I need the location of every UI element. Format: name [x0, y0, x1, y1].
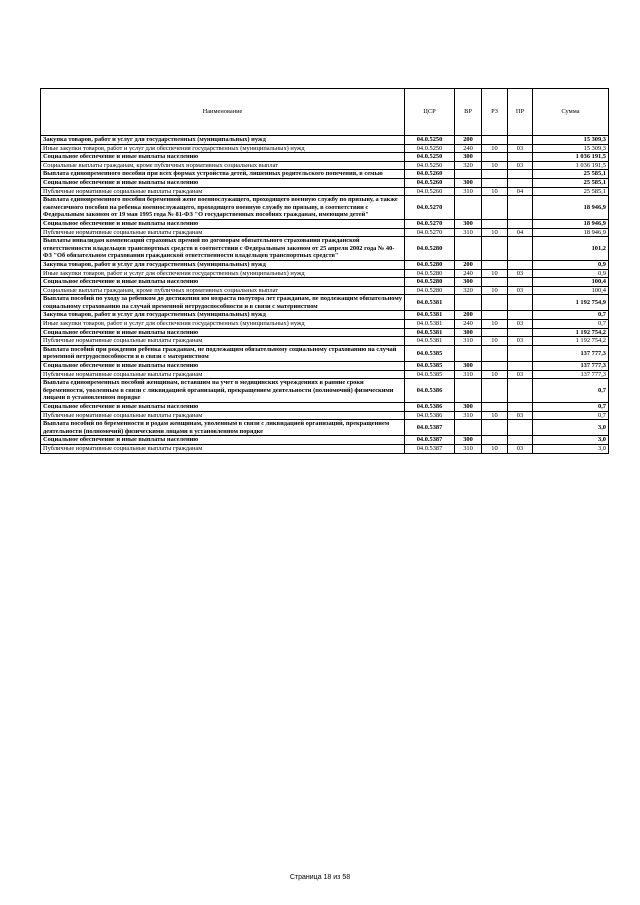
row-sum: 1 036 191,5 [533, 161, 609, 170]
row-sum: 18 946,9 [533, 219, 609, 228]
row-vr [455, 196, 482, 220]
row-sum: 25 585,1 [533, 187, 609, 196]
row-name: Публичные нормативные социальные выплаты гражданам [41, 444, 405, 453]
row-csr: 04.0.5260 [405, 187, 455, 196]
row-pr: 04 [508, 228, 533, 237]
row-rz [482, 153, 508, 162]
row-csr: 04.0.5381 [405, 337, 455, 346]
row-sum: 3,0 [533, 420, 609, 436]
table-row [41, 178, 609, 187]
table-row [41, 320, 609, 329]
table-row [41, 144, 609, 153]
row-csr: 04.0.5260 [405, 170, 455, 179]
row-name: Социальное обеспечение и иные выплаты населению [41, 219, 405, 228]
row-name: Социальное обеспечение и иные выплаты населению [41, 153, 405, 162]
header-rz: РЗ [482, 89, 508, 136]
row-sum: 1 192 754,9 [533, 295, 609, 311]
table-row [41, 411, 609, 420]
row-rz: 10 [482, 444, 508, 453]
row-name: Иные закупки товаров, работ и услуг для обеспечения государственных (муниципальных) нужд [41, 144, 405, 153]
row-name: Закупка товаров, работ и услуг для государственных (муниципальных) нужд [41, 136, 405, 145]
page-number: Страница 18 из 58 [289, 874, 351, 881]
row-sum: 0,7 [533, 320, 609, 329]
row-vr [455, 420, 482, 436]
row-csr: 04.0.5250 [405, 144, 455, 153]
row-vr [455, 237, 482, 261]
row-name: Социальное обеспечение и иные выплаты населению [41, 328, 405, 337]
row-csr: 04.0.5381 [405, 320, 455, 329]
row-sum: 0,7 [533, 311, 609, 320]
table-row [41, 228, 609, 237]
row-name: Выплата единовременного пособия при всех формах устройства детей, лишенных родительского попечения, в семью [41, 170, 405, 179]
row-pr [508, 345, 533, 361]
row-sum: 25 585,1 [533, 170, 609, 179]
row-vr [455, 345, 482, 361]
row-pr [508, 170, 533, 179]
row-pr [508, 178, 533, 187]
row-sum: 3,0 [533, 436, 609, 445]
row-vr: 300 [455, 219, 482, 228]
row-csr: 04.0.5280 [405, 278, 455, 287]
row-name: Закупка товаров, работ и услуг для государственных (муниципальных) нужд [41, 311, 405, 320]
row-pr [508, 436, 533, 445]
row-vr: 300 [455, 328, 482, 337]
row-sum: 0,9 [533, 260, 609, 269]
row-csr: 04.0.5250 [405, 153, 455, 162]
row-name: Социальное обеспечение и иные выплаты населению [41, 278, 405, 287]
row-rz: 10 [482, 161, 508, 170]
row-vr: 240 [455, 144, 482, 153]
table-row [41, 420, 609, 436]
row-sum: 100,4 [533, 286, 609, 295]
row-csr: 04.0.5270 [405, 228, 455, 237]
row-name: Социальное обеспечение и иные выплаты населению [41, 403, 405, 412]
row-sum: 15 309,3 [533, 144, 609, 153]
row-name: Социальные выплаты гражданам, кроме публичных нормативных социальных выплат [41, 161, 405, 170]
row-csr: 04.0.5280 [405, 286, 455, 295]
row-csr: 04.0.5280 [405, 237, 455, 261]
row-csr: 04.0.5387 [405, 444, 455, 453]
row-vr: 240 [455, 269, 482, 278]
row-vr: 310 [455, 337, 482, 346]
row-rz: 10 [482, 269, 508, 278]
header-vr: ВР [455, 89, 482, 136]
row-rz: 10 [482, 320, 508, 329]
row-csr: 04.0.5387 [405, 436, 455, 445]
row-rz [482, 136, 508, 145]
row-vr: 300 [455, 153, 482, 162]
row-pr [508, 196, 533, 220]
row-rz [482, 345, 508, 361]
row-rz: 10 [482, 228, 508, 237]
row-name: Выплаты инвалидам компенсаций страховых премий по договорам обязательного страхования гражданской ответственности владельцев транспортных средств в соответствии с Федеральным законом от 25 апреля 2002 года № 40-ФЗ "Об обязательном страховании гражданской ответственности владельцев транспортных средств" [41, 237, 405, 261]
row-csr: 04.0.5381 [405, 328, 455, 337]
row-pr: 03 [508, 161, 533, 170]
table-row [41, 237, 609, 261]
row-name: Социальные выплаты гражданам, кроме публичных нормативных социальных выплат [41, 286, 405, 295]
row-rz [482, 196, 508, 220]
row-name: Публичные нормативные социальные выплаты гражданам [41, 228, 405, 237]
row-csr: 04.0.5260 [405, 178, 455, 187]
row-pr: 03 [508, 269, 533, 278]
row-sum: 15 309,3 [533, 136, 609, 145]
row-csr: 04.0.5280 [405, 269, 455, 278]
row-vr: 310 [455, 444, 482, 453]
row-rz [482, 311, 508, 320]
row-name: Публичные нормативные социальные выплаты гражданам [41, 411, 405, 420]
row-pr [508, 403, 533, 412]
table-row [41, 345, 609, 361]
table-row [41, 311, 609, 320]
row-pr [508, 328, 533, 337]
row-rz [482, 295, 508, 311]
row-vr: 320 [455, 286, 482, 295]
row-csr: 04.0.5270 [405, 196, 455, 220]
row-vr [455, 295, 482, 311]
row-csr: 04.0.5280 [405, 260, 455, 269]
row-sum: 1 036 191,5 [533, 153, 609, 162]
row-rz [482, 170, 508, 179]
row-sum: 0,7 [533, 411, 609, 420]
row-sum: 0,9 [533, 269, 609, 278]
row-rz [482, 420, 508, 436]
row-rz: 10 [482, 337, 508, 346]
row-vr: 240 [455, 320, 482, 329]
table-row [41, 436, 609, 445]
row-rz: 10 [482, 370, 508, 379]
row-sum: 25 585,1 [533, 178, 609, 187]
row-rz [482, 403, 508, 412]
table-row [41, 136, 609, 145]
row-pr: 03 [508, 411, 533, 420]
row-name: Публичные нормативные социальные выплаты гражданам [41, 337, 405, 346]
row-name: Выплата пособий по уходу за ребенком до достижения им возраста полутора лет гражданам, не подлежащим обязательному социальному страхованию на случай временной нетрудоспособности и в связи с материнством [41, 295, 405, 311]
row-rz [482, 436, 508, 445]
row-pr: 03 [508, 320, 533, 329]
row-pr [508, 362, 533, 371]
row-pr [508, 311, 533, 320]
row-rz: 10 [482, 144, 508, 153]
row-csr: 04.0.5270 [405, 219, 455, 228]
row-name: Социальное обеспечение и иные выплаты населению [41, 436, 405, 445]
table-row [41, 260, 609, 269]
table-row [41, 370, 609, 379]
table-row [41, 219, 609, 228]
table-row [41, 161, 609, 170]
row-name: Социальное обеспечение и иные выплаты населению [41, 178, 405, 187]
row-pr: 03 [508, 144, 533, 153]
row-name: Иные закупки товаров, работ и услуг для обеспечения государственных (муниципальных) нужд [41, 320, 405, 329]
row-pr [508, 153, 533, 162]
table-row [41, 170, 609, 179]
row-rz [482, 362, 508, 371]
row-name: Выплата единовременного пособия беременной жене военнослужащего, проходящего военную службу по призыву, а также ежемесячного пособия на ребенка военнослужащего, проходящего военную службу по призыву, в соответствии с Федеральным законом от 19 мая 1995 года № 81-ФЗ "О государственных пособиях гражданам, имеющим детей" [41, 196, 405, 220]
row-pr [508, 136, 533, 145]
header-csr: ЦСР [405, 89, 455, 136]
row-pr: 03 [508, 337, 533, 346]
table-row [41, 362, 609, 371]
row-vr: 310 [455, 187, 482, 196]
row-name: Закупка товаров, работ и услуг для государственных (муниципальных) нужд [41, 260, 405, 269]
row-pr [508, 420, 533, 436]
row-name: Выплата единовременных пособий женщинам, вставшим на учет в медицинских учреждениях в ранние сроки беременности, уволенным в связи с ликвидацией организаций, прекращением деятельности (полномочий) физическими лицами в установленном порядке [41, 379, 405, 403]
row-pr [508, 237, 533, 261]
row-csr: 04.0.5387 [405, 420, 455, 436]
row-sum: 137 777,3 [533, 370, 609, 379]
row-sum: 1 192 754,2 [533, 328, 609, 337]
row-pr [508, 379, 533, 403]
row-name: Социальное обеспечение и иные выплаты населению [41, 362, 405, 371]
row-rz: 10 [482, 411, 508, 420]
row-pr: 04 [508, 187, 533, 196]
row-pr: 03 [508, 444, 533, 453]
row-sum: 137 777,3 [533, 362, 609, 371]
row-vr: 300 [455, 278, 482, 287]
row-csr: 04.0.5386 [405, 411, 455, 420]
row-vr: 300 [455, 362, 482, 371]
table-row [41, 153, 609, 162]
row-csr: 04.0.5386 [405, 379, 455, 403]
row-pr [508, 295, 533, 311]
row-pr: 03 [508, 286, 533, 295]
row-rz [482, 278, 508, 287]
row-rz [482, 379, 508, 403]
row-csr: 04.0.5385 [405, 345, 455, 361]
row-vr: 300 [455, 403, 482, 412]
row-rz [482, 260, 508, 269]
row-pr [508, 278, 533, 287]
row-rz [482, 328, 508, 337]
row-vr: 200 [455, 136, 482, 145]
row-csr: 04.0.5386 [405, 403, 455, 412]
row-vr: 320 [455, 161, 482, 170]
row-name: Публичные нормативные социальные выплаты гражданам [41, 187, 405, 196]
table-row [41, 278, 609, 287]
row-name: Иные закупки товаров, работ и услуг для обеспечения государственных (муниципальных) нужд [41, 269, 405, 278]
row-vr: 200 [455, 311, 482, 320]
header-pr: ПР [508, 89, 533, 136]
row-rz: 10 [482, 286, 508, 295]
row-sum: 0,7 [533, 403, 609, 412]
row-vr: 200 [455, 260, 482, 269]
row-csr: 04.0.5381 [405, 295, 455, 311]
table-row [41, 295, 609, 311]
row-pr [508, 219, 533, 228]
row-sum: 1 192 754,2 [533, 337, 609, 346]
table-row [41, 269, 609, 278]
row-rz [482, 178, 508, 187]
table-row [41, 444, 609, 453]
row-rz [482, 219, 508, 228]
table-row [41, 328, 609, 337]
row-csr: 04.0.5385 [405, 362, 455, 371]
table-header-row [41, 89, 609, 136]
row-sum: 0,7 [533, 379, 609, 403]
row-csr: 04.0.5381 [405, 311, 455, 320]
row-sum: 137 777,3 [533, 345, 609, 361]
row-sum: 100,4 [533, 278, 609, 287]
row-vr: 310 [455, 370, 482, 379]
row-name: Публичные нормативные социальные выплаты гражданам [41, 370, 405, 379]
row-vr: 310 [455, 228, 482, 237]
budget-table-container [40, 88, 608, 454]
row-name: Выплата пособий при рождении ребенка гражданам, не подлежащим обязательному социальному страхованию на случай временной нетрудоспособности и в связи с материнством [41, 345, 405, 361]
row-vr: 300 [455, 178, 482, 187]
row-csr: 04.0.5385 [405, 370, 455, 379]
table-row [41, 196, 609, 220]
row-vr [455, 170, 482, 179]
header-sum: Сумма [533, 89, 609, 136]
table-row [41, 337, 609, 346]
row-sum: 18 946,9 [533, 228, 609, 237]
row-sum: 3,0 [533, 444, 609, 453]
row-pr: 03 [508, 370, 533, 379]
table-row [41, 403, 609, 412]
row-rz [482, 237, 508, 261]
row-sum: 101,2 [533, 237, 609, 261]
header-name: Наименование [41, 89, 405, 136]
row-vr: 310 [455, 411, 482, 420]
table-row [41, 286, 609, 295]
row-rz: 10 [482, 187, 508, 196]
row-sum: 18 946,9 [533, 196, 609, 220]
row-vr: 300 [455, 436, 482, 445]
row-csr: 04.0.5250 [405, 136, 455, 145]
table-row [41, 187, 609, 196]
table-row [41, 379, 609, 403]
budget-table [40, 88, 609, 454]
row-vr [455, 379, 482, 403]
row-name: Выплата пособий по беременности и родам женщинам, уволенным в связи с ликвидацией организаций, прекращением деятельности (полномочий) физическими лицами в установленном порядке [41, 420, 405, 436]
row-csr: 04.0.5250 [405, 161, 455, 170]
row-pr [508, 260, 533, 269]
